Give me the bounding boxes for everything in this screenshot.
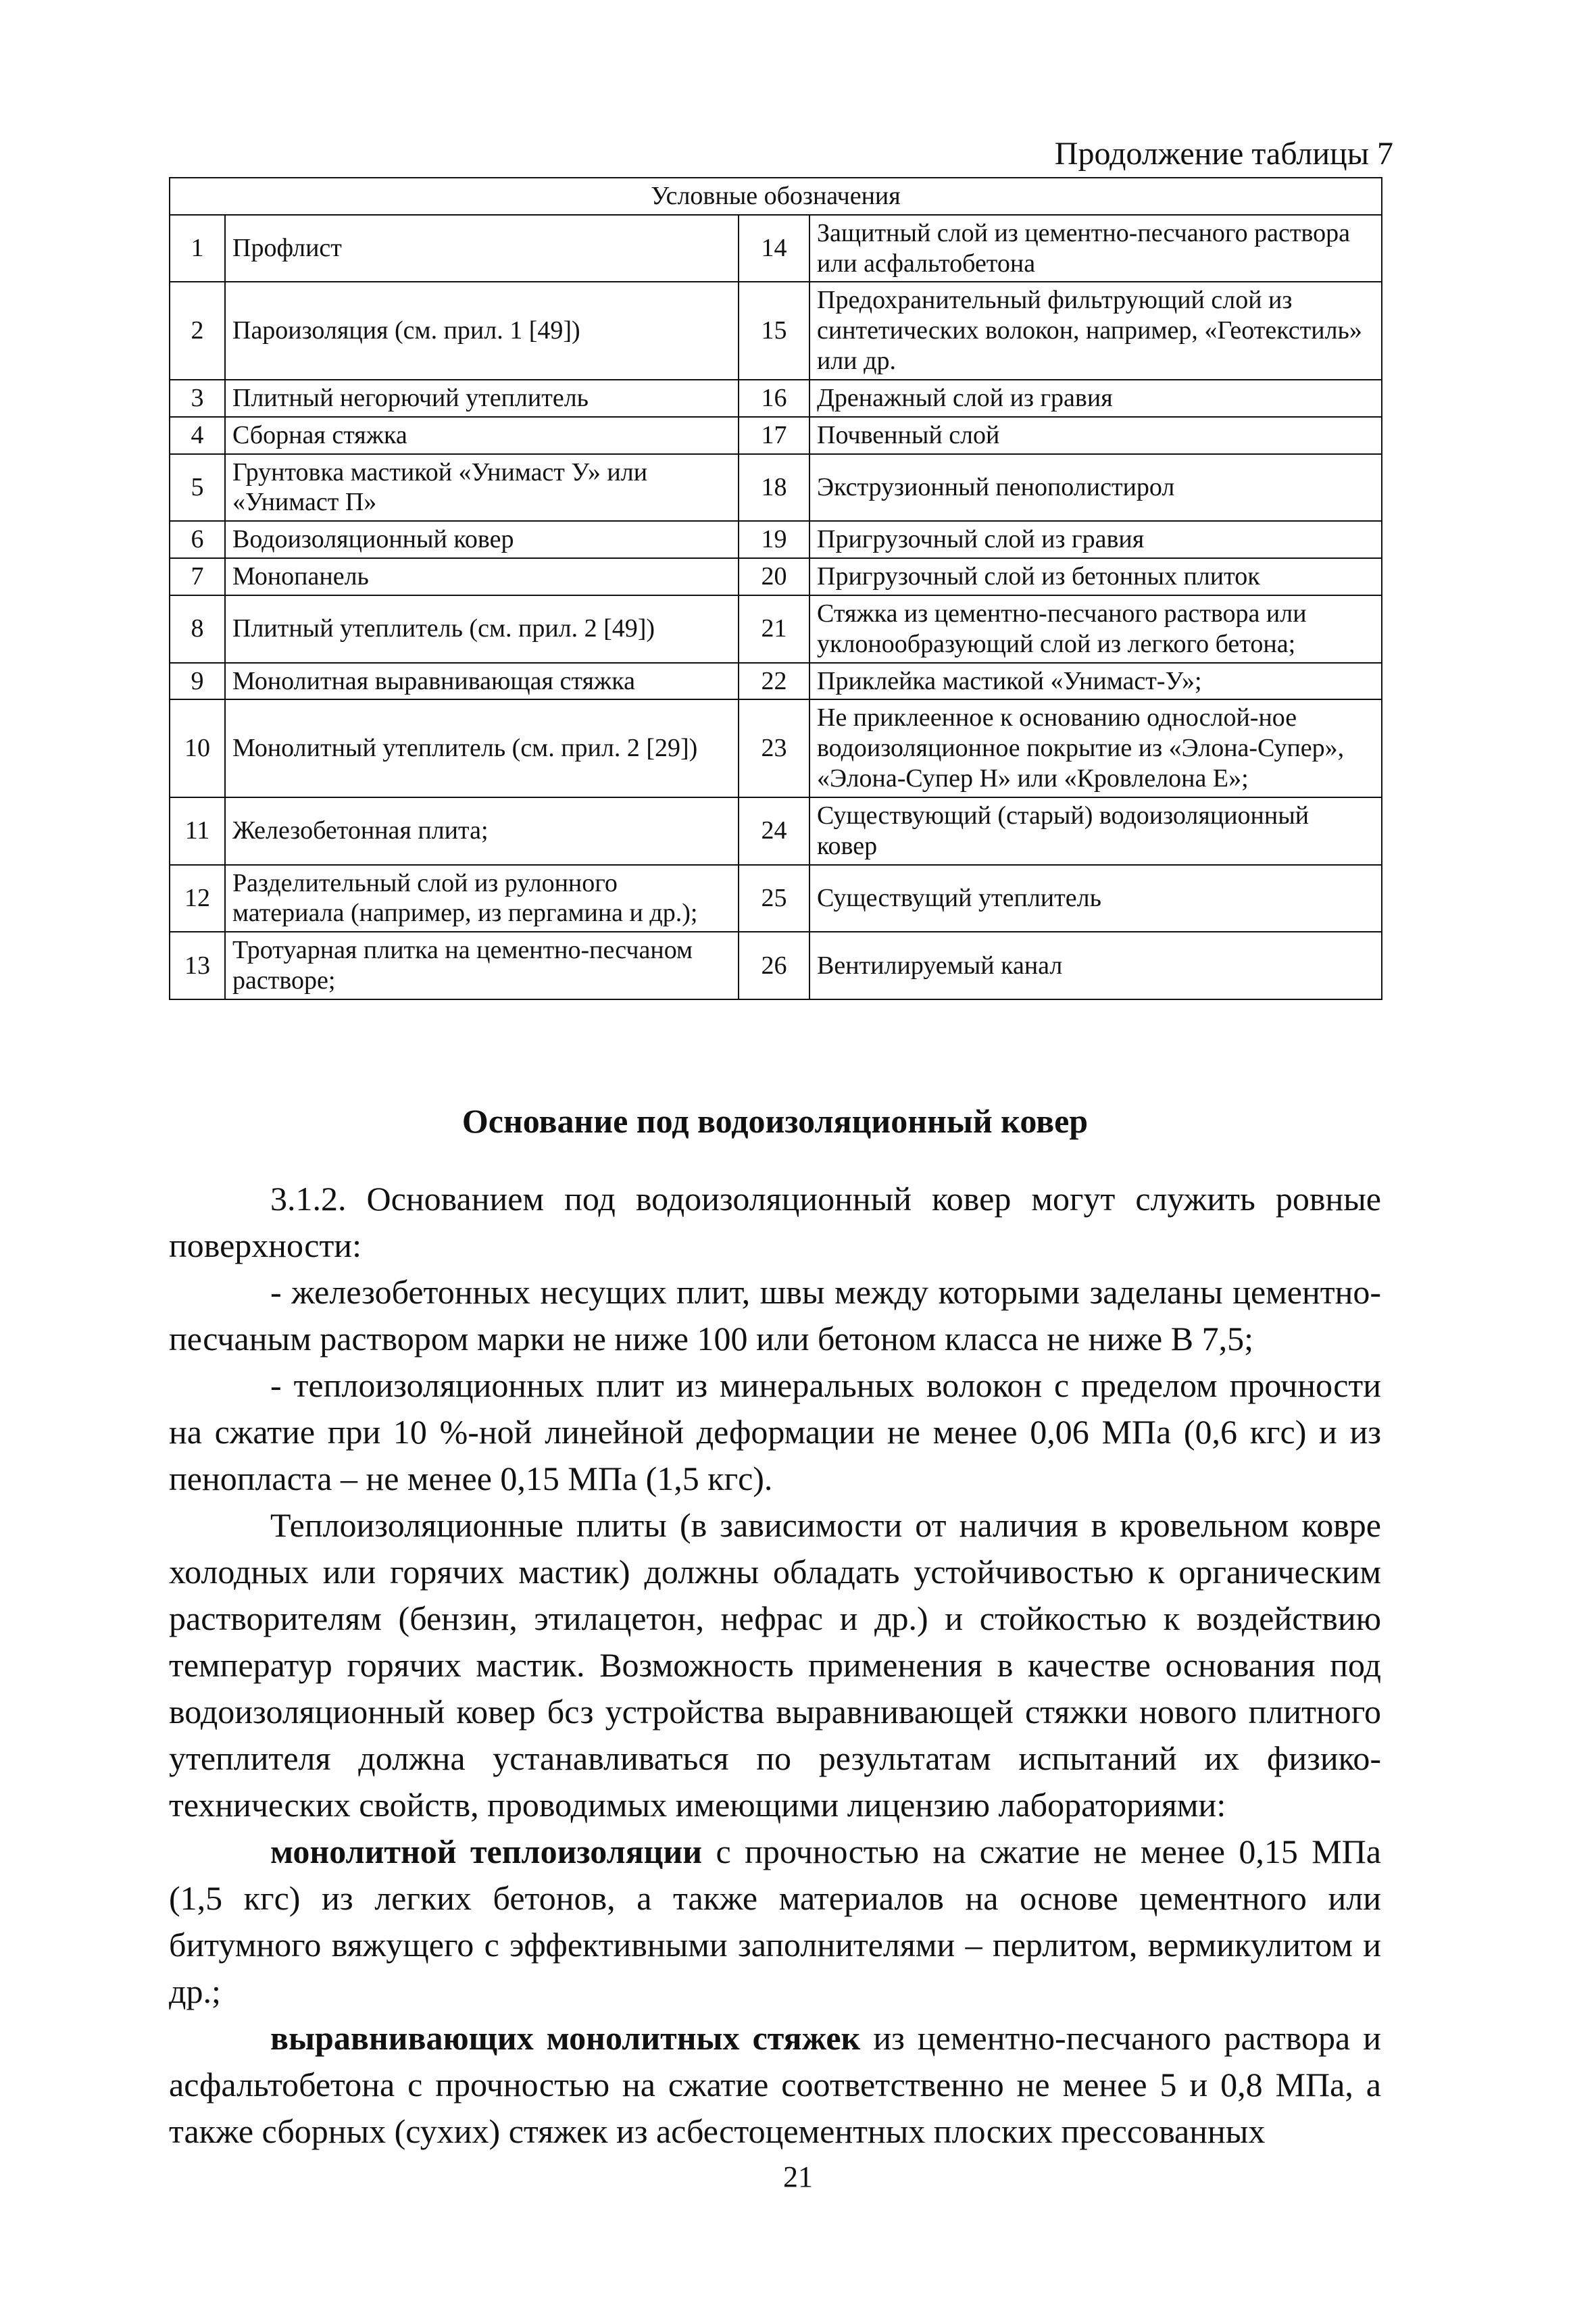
row-text-left: Плитный утеплитель (см. прил. 2 [49]): [225, 595, 739, 663]
row-number-left: 13: [170, 932, 225, 999]
row-number-left: 7: [170, 558, 225, 595]
paragraph: Теплоизоляционные плиты (в зависимости от наличия в кровельном ковре холодных или горячих мастик) должны обладать устойчивостью к органическим растворителям (бензин, этилацетон, нефрас и др.) и стойкостью к воздействию температур горячих мастик. Возможность применения в качестве основания под водоизоляционный ковер бсз устройства выравнивающей стяжки нового плитного утеплителя должна устанавливаться по результатам испытаний их физико-технических свойств, проводимых имеющими лицензию лабораториями:: [169, 1506, 1381, 1824]
paragraph-text: с прочностью на сжатие не менее 0,15 МПа (1,5 кгс) из легких бетонов, а также материалов на основе цементного или битумного вяжущего с эффективными заполнителями – перлитом, вермикулитом и др.;: [169, 1833, 1381, 2010]
row-number-right: 16: [739, 380, 809, 417]
table-row: [170, 663, 1382, 700]
section-heading: Основание под водоизоляционный ковер: [462, 1102, 1089, 1140]
row-number-right: 24: [739, 797, 809, 865]
row-text-right: Приклейка мастикой «Унимаст-У»;: [809, 663, 1382, 700]
row-text-right: Дренажный слой из гравия: [809, 380, 1382, 417]
table-row: [170, 380, 1382, 417]
row-number-left: 3: [170, 380, 225, 417]
row-number-left: 11: [170, 797, 225, 865]
row-text-right: Существующий (старый) водоизоляционный ковер: [809, 797, 1382, 865]
row-number-right: 20: [739, 558, 809, 595]
row-number-left: 9: [170, 663, 225, 700]
row-text-left: Пароизоляция (см. прил. 1 [49]): [225, 282, 739, 379]
table-row: [170, 865, 1382, 932]
table-caption: Продолжение таблицы 7: [1054, 136, 1393, 172]
table-row: [170, 699, 1382, 797]
page-number: 21: [783, 2160, 813, 2193]
row-text-right: Пригрузочный слой из бетонных плиток: [809, 558, 1382, 595]
row-number-right: 14: [739, 215, 809, 282]
table-row: [170, 797, 1382, 865]
paragraph: - теплоизоляционных плит из минеральных волокон с пределом прочности на сжатие при 10 %-ной линейной деформации не менее 0,06 МПа (0,6 кгс) и из пенопласта – не менее 0,15 МПа (1,5 кгс).: [169, 1366, 1381, 1497]
row-number-right: 21: [739, 595, 809, 663]
table-row: [170, 558, 1382, 595]
table-header: Условные обозначения: [170, 178, 1382, 215]
table-row: [170, 521, 1382, 558]
row-text-left: Водоизоляционный ковер: [225, 521, 739, 558]
table-row: [170, 595, 1382, 663]
paragraph: [169, 2015, 1381, 2155]
row-text-right: Пригрузочный слой из гравия: [809, 521, 1382, 558]
row-text-left: Монолитная выравнивающая стяжка: [225, 663, 739, 700]
table-row: [170, 215, 1382, 282]
paragraph: 3.1.2. Основанием под водоизоляционный ковер могут служить ровные поверхности:: [169, 1180, 1381, 1264]
row-text-left: Разделительный слой из рулонного материала (например, из пергамина и др.);: [225, 865, 739, 932]
row-number-left: 6: [170, 521, 225, 558]
row-number-left: 12: [170, 865, 225, 932]
table-row: [170, 932, 1382, 999]
table-body: [170, 215, 1382, 999]
row-number-left: 5: [170, 454, 225, 522]
row-text-left: Плитный негорючий утеплитель: [225, 380, 739, 417]
row-text-left: Сборная стяжка: [225, 417, 739, 454]
row-text-right: Существущий утеплитель: [809, 865, 1382, 932]
bold-term: монолитной теплоизоляции: [270, 1833, 703, 1870]
row-text-right: Не приклеенное к основанию однослой-ное водоизоляционное покрытие из «Элона-Супер», «Элона-Супер Н» или «Кровлелона Е»;: [809, 699, 1382, 797]
legend-table: [169, 177, 1382, 1000]
paragraph: - железобетонных несущих плит, швы между которыми заделаны цементно-песчаным раствором марки не ниже 100 или бетоном класса не ниже В 7,5;: [169, 1273, 1381, 1358]
row-text-right: Вентилируемый канал: [809, 932, 1382, 999]
body-text: [169, 1176, 1381, 2155]
row-number-left: 10: [170, 699, 225, 797]
row-text-left: Монопанель: [225, 558, 739, 595]
row-number-left: 8: [170, 595, 225, 663]
row-text-right: Предохранительный фильтрующий слой из синтетических волокон, например, «Геотекстиль» или др.: [809, 282, 1382, 379]
paragraph: [169, 1828, 1381, 2015]
row-number-right: 26: [739, 932, 809, 999]
paragraph-text: из цементно-песчаного раствора и асфальтобетона с прочностью на сжатие соответственно не менее 5 и 0,8 МПа, а также сборных (сухих) стяжек из асбестоцементных плоских прессованных: [169, 2019, 1381, 2150]
row-text-left: Железобетонная плита;: [225, 797, 739, 865]
row-text-right: Экструзионный пенополистирол: [809, 454, 1382, 522]
table-row: [170, 454, 1382, 522]
row-number-right: 25: [739, 865, 809, 932]
row-number-left: 4: [170, 417, 225, 454]
row-number-right: 18: [739, 454, 809, 522]
row-text-right: Стяжка из цементно-песчаного раствора или уклонообразующий слой из легкого бетона;: [809, 595, 1382, 663]
table-row: [170, 282, 1382, 379]
row-text-left: Тротуарная плитка на цементно-песчаном растворе;: [225, 932, 739, 999]
row-number-right: 15: [739, 282, 809, 379]
row-number-right: 17: [739, 417, 809, 454]
row-text-left: Грунтовка мастикой «Унимаст У» или «Унимаст П»: [225, 454, 739, 522]
row-number-right: 23: [739, 699, 809, 797]
row-text-right: Защитный слой из цементно-песчаного раствора или асфальтобетона: [809, 215, 1382, 282]
table-row: [170, 417, 1382, 454]
row-number-left: 2: [170, 282, 225, 379]
row-number-left: 1: [170, 215, 225, 282]
row-text-left: Профлист: [225, 215, 739, 282]
row-number-right: 19: [739, 521, 809, 558]
row-text-right: Почвенный слой: [809, 417, 1382, 454]
bold-term: выравнивающих монолитных стяжек: [270, 2019, 861, 2057]
row-text-left: Монолитный утеплитель (см. прил. 2 [29]): [225, 699, 739, 797]
row-number-right: 22: [739, 663, 809, 700]
